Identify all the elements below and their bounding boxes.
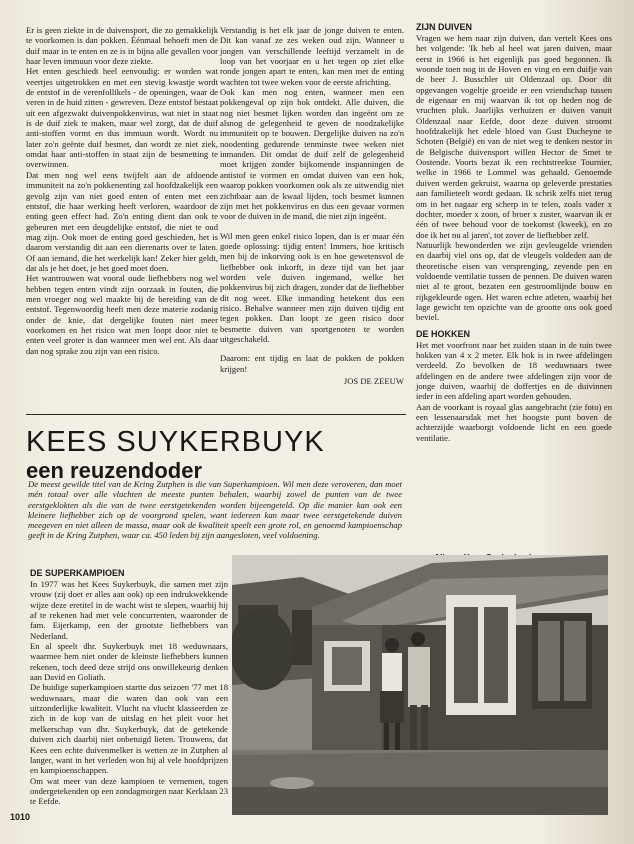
paragraph: Verstandig is het elk jaar de jonge duiven te enten. Dit kan vanaf ze zes weken oud zijn. Wanneer u jongen van verschillende leeftijd verzamelt in de loop van het voorjaar en u het tegen op ziet elke ronde jongen apart te enten, kan men met de enting wachten tot twee weken voor de eerste africhting. — [220, 25, 404, 87]
paragraph: Het enten geschiedt heel eenvoudig: er worden wat veertjes uitgetrokken en met een stevig kwastje wordt de entstof in de verenfollikels - de openingen, waar de veren in de huid zitten - gewreven. Deze entstof bestaat uit een afgezwakt duivenpokkenvirus, wat niet in staat is de duif ziek te maken, maar wel zorgt, dat de duif anti-stoffen vormt en dus immuun wordt. Wordt nu later zo'n geënte duif besmet, dan wordt ze niet ziek, omdat haar anti-stoffen in staat zijn de besmetting te overwinnen. — [26, 66, 218, 170]
paragraph: Wil men geen enkel risico lopen, dan is er maar één goede oplossing: tijdig enten! Immers, hoe kritisch men bij de inkorving ook is en hoe gewetensvol de liefhebber ook inkorft, in deze tijd van het jaar worden vele duiven ingemand, welke het pokkenvirus bij zich dragen, zonder dat de liefhebber dit nog weet. Elke inmanding betekent dus een risico. Behalve wanneer men zijn duiven tijdig ent tegen pokken. Dan loopt ze geen risico door besmette duiven van sportgenoten te worden uitgeschakeld. — [220, 230, 404, 344]
paragraph: Het wantrouwen wat vooral oude liefhebbers nog wel hebben tegen enten vindt zijn oorzaak in fouten, die men vroeger nog wel maakte bij de bereiding van de entstof. Tegenwoordig heeft men deze materie zodanig onder de knie, dat dergelijke fouten niet meer voorkomen en het risico wat men loopt door niet te enten veel groter is dan wanneer men wel ent. Als daar dan nog sprake zou zijn van een risico. — [26, 273, 218, 356]
article-column-pokken-2 — [220, 25, 404, 386]
paragraph: De huidige superkampioen startte dus seizoen '77 met 18 weduwnaars, maar die waren dan ook van een uitzonderlijke kwaliteit. Vlucht na vlucht klasseerden ze zich in de kop van de uitslag en het pleit voor het melkerschap van dhr. Suykerbuyk, dat de getekende duiven zich daarbij niet onbetuigd lieten. Trouwens, dat Kees een echte duivenmelker is wetten ze in Zutphen al langer, want in het verleden won hij al vele hoofdprijzen en kampioenschappen. — [30, 682, 228, 776]
section-heading-superkampioen: DE SUPERKAMPIOEN — [30, 568, 125, 578]
page-number: 1010 — [10, 812, 31, 822]
section-heading-zijn-duiven: ZIJN DUIVEN — [416, 22, 473, 32]
article-intro: De meest gewilde titel van de Kring Zutphen is die van Superkampioen. Wil men deze veroveren, dan moet mén totaal over alle vluchten de meeste punten behalen, waarbij zowel de punten van de twee eerstgeklokten als die van de twee eerstgetekenden worden bijeengeteld. Op die manier kan ook een kleinere liefhebber zich op de voorgrond spelen, want iedereen kan maar twee eerstgetekende duiven meegeven en niet alleen de massa, maar ook de kwaliteit speelt een grote rol, en genoemd kampioenschap geeft in de Kring Zutphen, waar ca. 450 leden bij zijn aangesloten, veel voldoening. — [28, 479, 402, 541]
paragraph: Daarom: ent tijdig en laat de pokken de pokken krijgen! — [220, 353, 404, 374]
article-column-right — [416, 22, 612, 443]
divider — [26, 414, 406, 415]
article-subtitle: een reuzendoder — [26, 458, 203, 483]
paragraph: Om wat meer van deze kampioen te vernemen, togen ondergetekenden op een zondagmorgen naar Kerklaan 23 te Eefde. — [30, 775, 228, 807]
author-signature: JOS DE ZEEUW — [343, 376, 404, 386]
paragraph: Het met voorfront naar het zuiden staan in de tuin twee hokken van 4 x 2 meter. Elk hok is in twee afdelingen verdeeld. Zo bevolken de 18 weduwnaars twee afdelingen en de andere twee afdelingen zijn voor de jonge duiven, waarbij de doffertjes en de duivinnen ieder in een afdeling apart worden gehouden. — [416, 339, 612, 402]
paragraph: En al speelt dhr. Suykerbuyk met 18 weduwnaars, waarmee hem niet onder de kleinste liefhebbers kunnen rekenen, toch deed deze strijd ons onwillekeurig denken aan David en Goliath. — [30, 641, 228, 683]
loft-photo — [232, 555, 608, 815]
paragraph: Vragen we hem naar zijn duiven, dan vertelt Kees ons het volgende: 'Ik heb al heel wat jaren duiven, maar eerst in 1966 is het eigenlijk pas goed begonnen. Ik woonde toen nog in de Hoven en ving en een duifje van de heer J. Busschler uit Oldenzaal op. Door dit opgevangen vogeltje groeide er een vriendschap tussen de eigenaar en mij waarvan ik tot op heden nog de vruchten pluk. Jaarlijks verhuizen er duiven vanuit Oldenzaal naar Eefde, door deze duiven stroomt hoofdzakelijk het edele bloed van Gust Ducheyne te Schoten (België) en van de niet weg te denken nestor in de Belgische duivensport willen Hector de Smet te Oostende. Voorts bezat ik een rechtstreekse Tournier, welke in 1966 te Lommel was gehaald. Genoemde duiven werden gekruist, waarna op geleverde prestaties aan familieteelt wordt gedaan. Ik schrik zelfs niet terug om in het nagaar erg scherp in te telen, zoals vader x dochter, moeder x zoon, of broer x zuster, waarvan ik er één of twee behoud voor de toekomst (kweek), en zo doe ik het nu al jaren', tot zover de liefhebber zelf. — [416, 33, 612, 240]
paragraph: Ook kan men nog enten, wanneer men een pokkengeval op zijn hok ontdekt. Alle duiven, die nog niet besmet lijken worden dan ingeënt om ze alsnog de gelegenheid te geven de noodzakelijke immuniteit op te bouwen. Dergelijke duiven na zo'n noodenting gedurende tenminste twee weken niet inmanden. Dit omdat de duif zelf de gelegenheid moet krijgen zonder bijkomende inspanningen de antistof te vormen en omdat duiven van een hok, waarop pokken voorkomen ook als ze uitwendig niet zichtbaar aan de kwaal lijden, toch besmet kunnen zijn met het pokkenvirus en dus een gevaar vormen voor de duiven in de mand, die niet zijn ingeënt. — [220, 87, 404, 222]
paragraph: Er is geen ziekte in de duivensport, die zo gemakkelijk te voorkomen is dan pokken. Éénmaal behoeft men de duif maar in te enten en ze is in bijna alle gevallen voor haar leven immuun voor deze ziekte. — [26, 25, 218, 67]
paragraph: Aan de voorkant is royaal glas aangebracht (zie foto) en een lessenaarsdak met het hoogste punt boven de achterzijde waarborgt voldoende licht en een goede ventilatie. — [416, 401, 612, 443]
section-heading-de-hokken: DE HOKKEN — [416, 328, 471, 339]
paragraph: Dat men nog wel eens twijfelt aan de afdoende immuniteit na zo'n pokkenenting zal hoofdzakelijk een gevolg zijn van niet goed enten of enten met een entstof, die haar werking heeft verloren, waardoor de enting geen effect had. Zo'n enting dient dan ook te gebeuren met een deugdelijke entstof, die niet te oud mag zijn. Ook moet de enting goed geschieden, het is daarom verstandig dit aan een dierenarts over te laten. Of aan iemand, die het werkelijk kan! Zeker hier geldt, dat als je het doet, je het goed moet doen. — [26, 169, 218, 273]
article-column-pokken-1 — [26, 25, 218, 356]
paragraph: In 1977 was het Kees Suykerbuyk, die samen met zijn vrouw (zij doet er alles aan ook) op een indrukwekkende wijze deze eretitel in de wacht wist te slepen, waarbij hij af te rekenen had met vele concurrenten, waaronder de fam. Eijerkamp, een der grootste liefhebbers van Nederland. — [30, 579, 228, 641]
article-title: KEES SUYKERBUYK — [26, 426, 325, 458]
paragraph: Natuurlijk bewonderden we zijn gevleugelde vrienden en daarbij viel ons op, dat de vleugels voldeden aan de theoretische eisen van versprenging, zevende pen en voldoende ventilatie tussen de pennen. De duiven waren niet al te groot, bezaten een gestroomlijnde bouw en rijkgekleurde ogen. Het waren echte atleten, waarbij het lage gewicht ten opzichte van de grootte ons ook goed beviel. — [416, 239, 612, 323]
article-column-superkampioen — [30, 568, 228, 807]
